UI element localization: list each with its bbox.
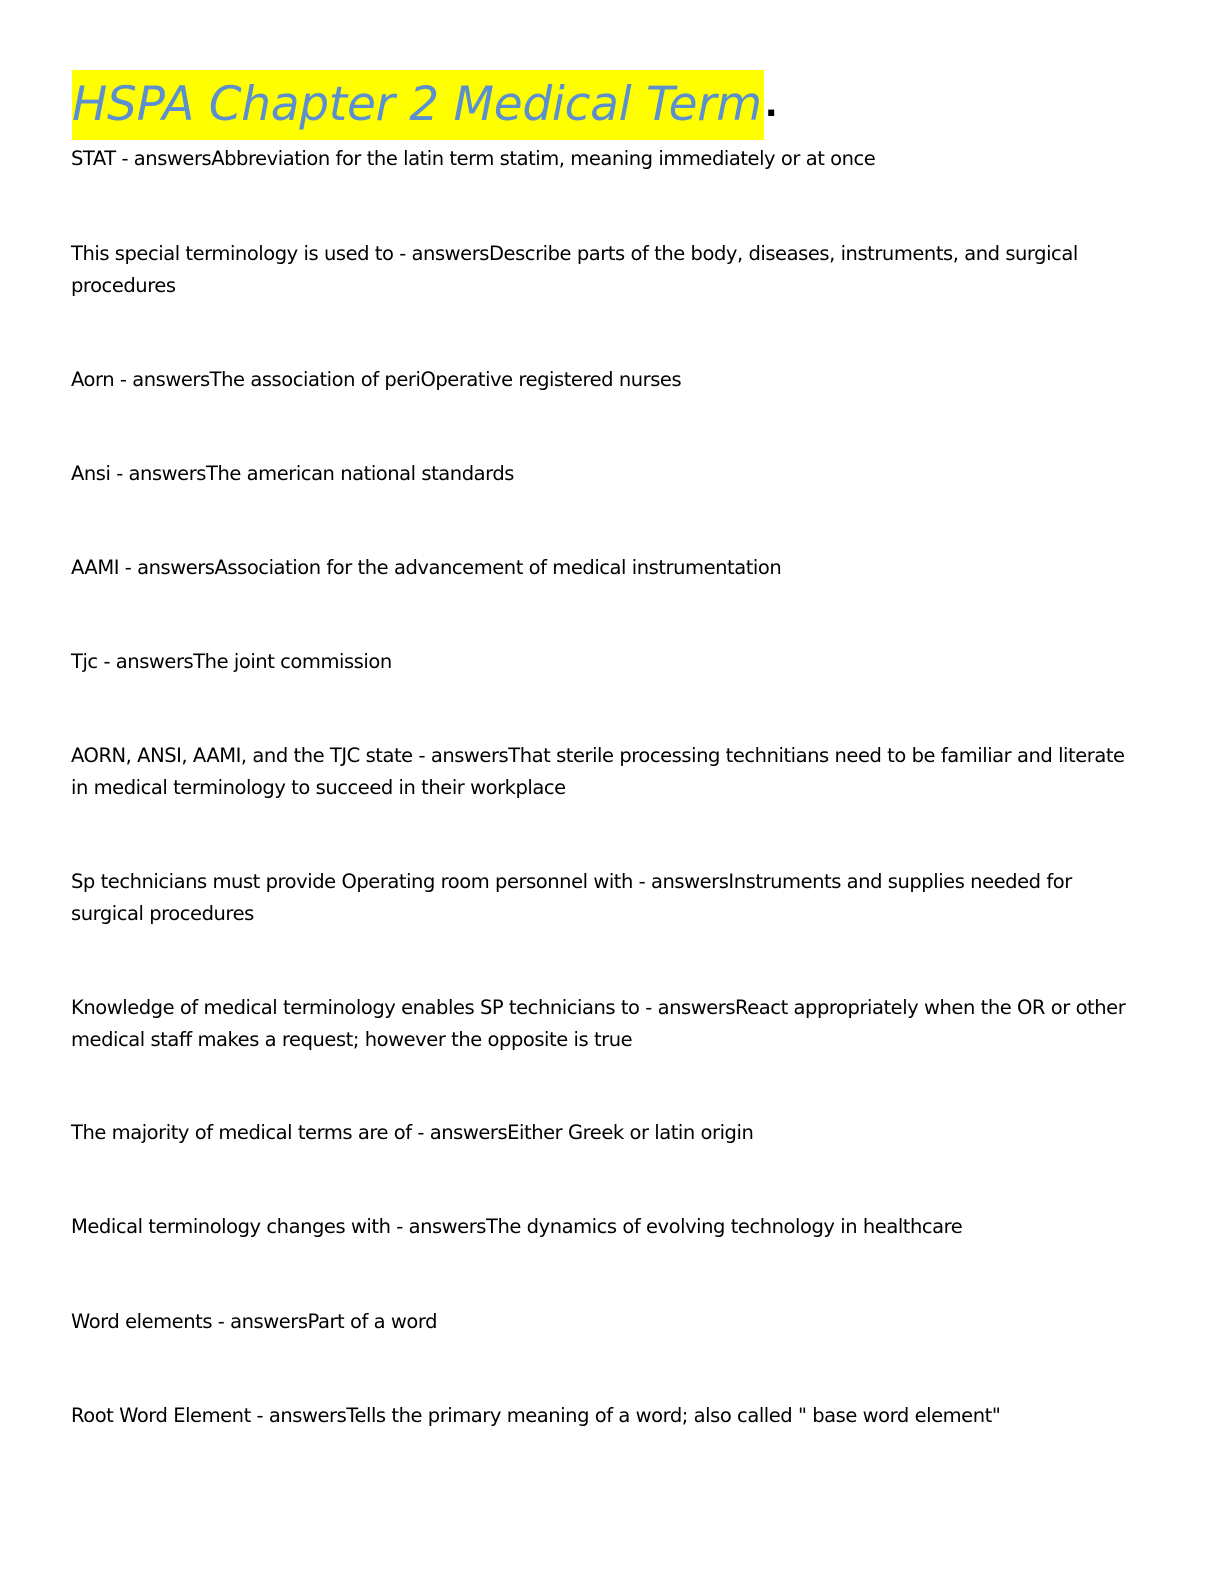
qa-item: Root Word Element - answersTells the primary meaning of a word; also called " base word element": [71, 1404, 1001, 1427]
qa-item: This special terminology is used to - answersDescribe parts of the body, diseases, instruments, and surgical procedures: [71, 242, 1078, 297]
qa-item: STAT - answersAbbreviation for the latin term statim, meaning immediately or at once: [71, 147, 876, 170]
qa-item: Sp technicians must provide Operating room personnel with - answersInstruments and supplies needed for surgical procedures: [71, 870, 1072, 925]
page-title: HSPA Chapter 2 Medical Term: [72, 70, 764, 140]
qa-item: AORN, ANSI, AAMI, and the TJC state - answersThat sterile processing technitians need to be familiar and literate in medical terminology to succeed in their workplace: [71, 744, 1125, 799]
qa-item: Tjc - answersThe joint commission: [71, 650, 392, 673]
qa-item: Ansi - answersThe american national standards: [71, 462, 514, 485]
qa-item: The majority of medical terms are of - answersEither Greek or latin origin: [71, 1121, 754, 1144]
qa-item: AAMI - answersAssociation for the advancement of medical instrumentation: [71, 556, 782, 579]
title-row: [72, 70, 778, 140]
qa-item: Word elements - answersPart of a word: [71, 1310, 438, 1333]
qa-item: Aorn - answersThe association of periOperative registered nurses: [71, 368, 682, 391]
qa-item: Knowledge of medical terminology enables SP technicians to - answersReact appropriately when the OR or other medical staff makes a request; however the opposite is true: [71, 996, 1126, 1051]
qa-item: Medical terminology changes with - answersThe dynamics of evolving technology in healthcare: [71, 1215, 963, 1238]
title-period: .: [764, 85, 778, 125]
